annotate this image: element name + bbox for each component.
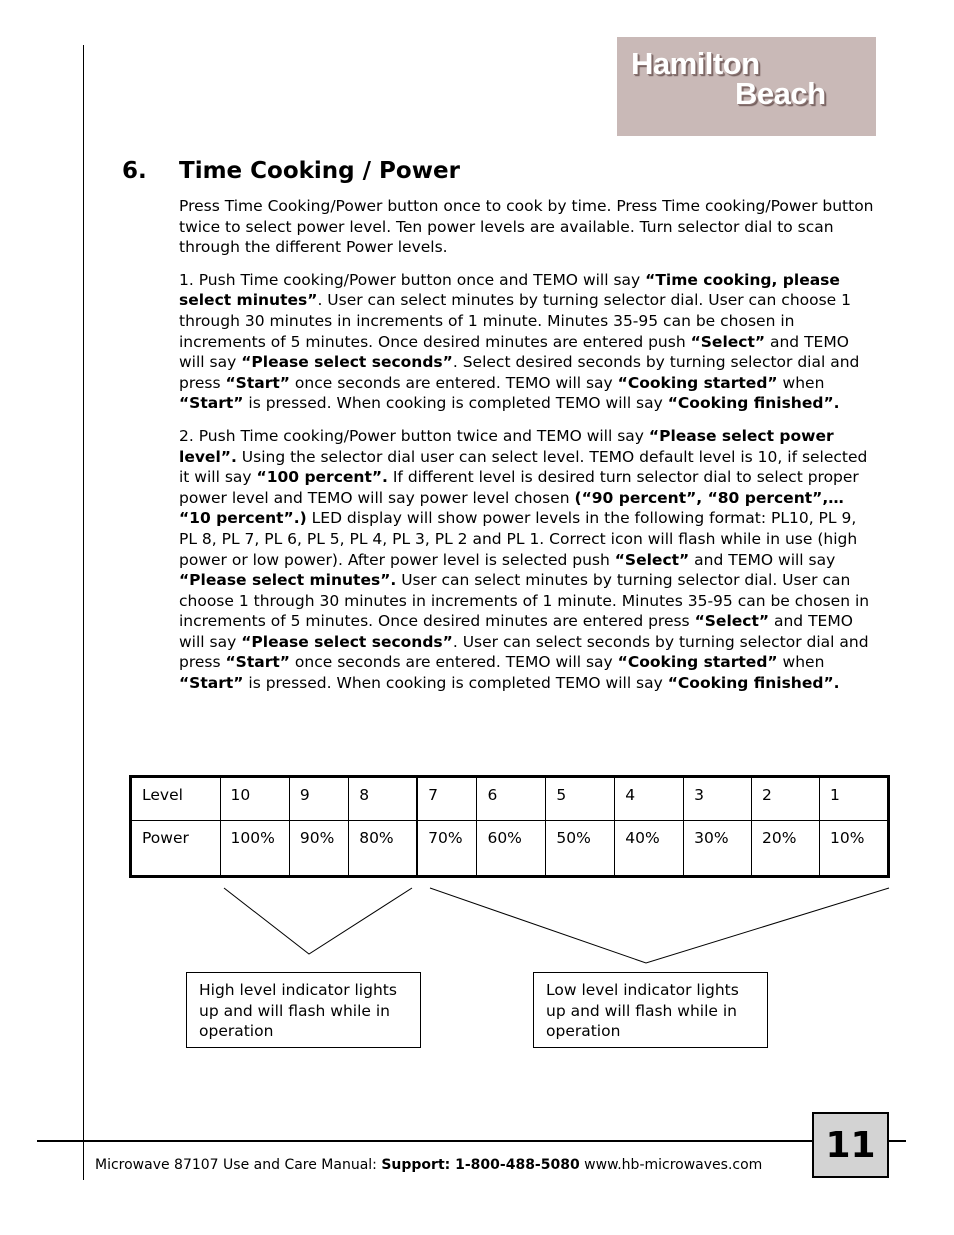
text-run: 1. Push Time cooking/Power button once and TEMO will say [179,270,646,289]
footer-support-phone: Support: 1-800-488-5080 [381,1157,580,1173]
section-number: 6. [122,158,147,184]
text-run: 2. Push Time cooking/Power button twice and TEMO will say [179,426,649,445]
low-level-callout: Low level indicator lights up and will flash while in operation [533,972,768,1048]
power-cell: 30% [684,821,752,877]
bold-phrase: “Please select seconds” [241,632,453,651]
power-cell: 80% [349,821,417,877]
bold-phrase: “Select” [694,612,770,631]
bold-phrase: “Start” [225,373,290,392]
text-run: . User can select minutes by turning selector dial. User can choose 1 through 30 minutes in increments of 1 minute. Minutes 35-95 can be chosen in increments of 5 minutes. Once desired minutes are entered push [179,291,852,351]
bold-phrase: “Please select minutes”. [179,571,397,590]
bold-phrase: “Start” [179,674,244,693]
bold-phrase: “Start” [225,653,290,672]
power-cell: 40% [615,821,684,877]
level-cell: 5 [546,777,615,821]
power-cell: 20% [752,821,820,877]
bold-phrase: “Please select power level”. [179,426,834,466]
bold-phrase: “Cooking finished”. [667,674,840,693]
power-cell: 60% [477,821,546,877]
text-run: when [777,653,825,672]
section-title: Time Cooking / Power [179,158,460,184]
level-cell: 1 [819,777,888,821]
text-run: is pressed. When cooking is completed TEMO will say [243,394,668,413]
logo-line-2: Beach [735,76,826,111]
level-cell: 6 [477,777,546,821]
bold-phrase: “Select” [690,332,766,351]
text-run: . User can select seconds by turning selector dial and press [179,632,869,672]
bold-phrase: “Cooking finished”. [667,394,840,413]
text-run: If different level is desired turn selector dial to select proper power level and TEMO will say power level chosen [179,468,859,507]
bold-phrase: “Time cooking, please select minutes” [179,270,840,310]
high-level-pointer [224,888,412,954]
bold-phrase: “Start” [179,394,244,413]
text-run: LED display will show power levels in the following format: PL10, PL 9, PL 8, PL 7, PL 6, PL 5, PL 4, PL 3, PL 2 and PL 1. Correct icon will flash while in use (high power or low power). After power level is selected push [179,509,858,569]
bold-phrase: “Please select seconds” [241,353,453,372]
logo-line-1: Hamilton [631,46,760,81]
bold-phrase: “Cooking started” [617,653,778,672]
row-label-level: Level [131,777,221,821]
bold-phrase: “Cooking started” [617,373,778,392]
footer-website: www.hb-microwaves.com [579,1157,763,1173]
text-run: Using the selector dial user can select level. TEMO default level is 10, if selected it will say [179,447,868,487]
level-cell: 10 [220,777,289,821]
level-cell: 9 [289,777,348,821]
power-cell: 90% [289,821,348,877]
bold-phrase: “Select” [614,550,690,569]
low-level-pointer [430,888,889,963]
text-run: once seconds are entered. TEMO will say [289,373,618,392]
bold-phrase: (“90 percent”, “80 percent”,… “10 percent”.) [179,488,844,528]
power-cell: 50% [546,821,615,877]
footer-manual-title: Microwave 87107 Use and Care Manual: [95,1157,382,1173]
text-run: and TEMO will say [179,612,853,651]
text-run: once seconds are entered. TEMO will say [289,653,618,672]
text-run: is pressed. When cooking is completed TEMO will say [243,674,668,693]
level-cell: 8 [349,777,417,821]
level-cell: 3 [684,777,752,821]
power-cell: 70% [417,821,477,877]
high-level-callout: High level indicator lights up and will flash while in operation [186,972,421,1048]
footer [95,1156,762,1174]
power-cell: 10% [819,821,888,877]
text-run: . Select desired seconds by turning selector dial and press [179,353,860,392]
level-cell: 7 [417,777,477,821]
level-cell: 4 [615,777,684,821]
text-run: and TEMO will say [689,550,836,569]
footer-rule [37,1140,906,1142]
bold-phrase: “100 percent”. [256,468,388,487]
level-cell: 2 [752,777,820,821]
text-run: User can select minutes by turning selector dial. User can choose 1 through 30 minutes in increments of 1 minute. Minutes 35-95 can be chosen in increments of 5 minutes. Once desired minutes are entered press [179,571,870,631]
text-run: when [777,373,825,392]
row-label-power: Power [131,821,221,877]
text-run: and TEMO will say [179,332,849,372]
page-number: 11 [812,1112,889,1178]
intro-paragraph: Press Time Cooking/Power button once to cook by time. Press Time cooking/Power button twice to select power level. Ten power levels are available. Turn selector dial to scan through the different Power levels. [179,197,874,257]
power-cell: 100% [220,821,289,877]
